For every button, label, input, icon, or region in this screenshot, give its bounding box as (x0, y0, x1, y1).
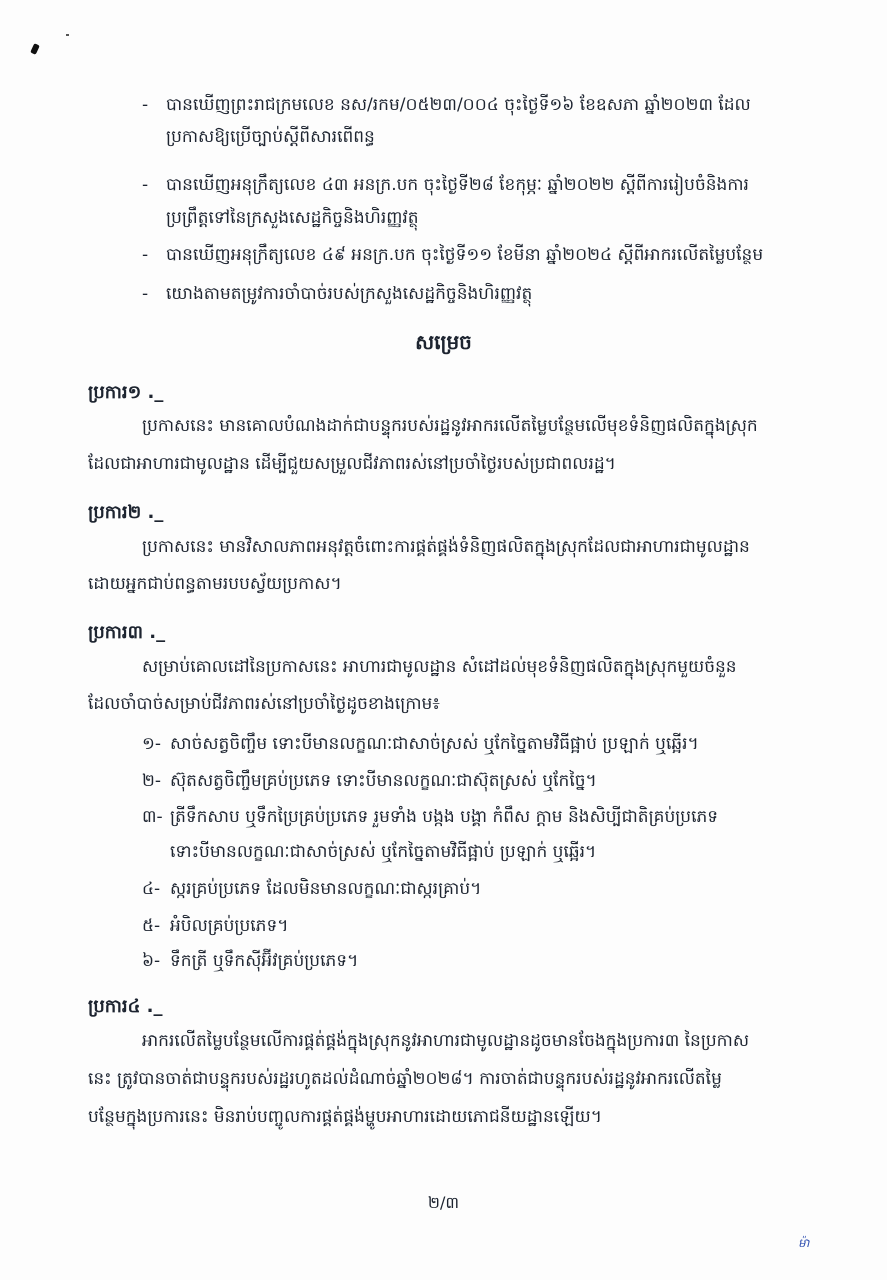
list-item: ត្រីទឹកសាប ឬទឹកប្រៃគ្រប់ប្រភេទ រួមទាំង បង្កង បង្គា កំពឹស ក្ដាម និងសិប្បីជាតិគ្រប់ប្រភេទ (170, 807, 719, 827)
list-item: ស៊ុតសត្វចិញ្ចឹមគ្រប់ប្រភេទ ទោះបីមានលក្ខណៈជាស៊ុតស្រស់ ឬកែច្នៃ។ (170, 771, 597, 791)
preamble-dash: - (142, 175, 149, 195)
article-line: បន្ថែមក្នុងប្រការនេះ មិនរាប់បញ្ចូលការផ្គត់ផ្គង់ម្ហូបអាហារដោយភោជនីយដ្ឋានឡើយ។ (88, 1107, 602, 1127)
initials: ម៉ា (798, 1236, 810, 1250)
list-item-number: ៣- (142, 807, 163, 827)
decision-heading: សម្រេច (415, 330, 472, 354)
article-title: ប្រការ៣ ._ (88, 622, 166, 643)
preamble-line: បានឃើញអនុក្រឹត្យលេខ ៤៣ អនក្រ.បក ចុះថ្ងៃទី២៨ ខែកុម្ភៈ ឆ្នាំ២០២២ ស្តីពីការរៀបចំនិងការ (166, 175, 749, 195)
article-line: ដោយអ្នកជាប់ពន្ធតាមរបបស្វ័យប្រកាស។ (88, 574, 342, 594)
list-item-number: ២- (142, 771, 162, 791)
list-item-number: ៤- (142, 879, 161, 899)
article-line: ដែលជាអាហារជាមូលដ្ឋាន ដើម្បីជួយសម្រួលជីវភាពរស់នៅប្រចាំថ្ងៃរបស់ប្រជាពលរដ្ឋ។ (88, 454, 616, 474)
list-item-number: ៥- (142, 916, 161, 936)
list-item-number: ៦- (142, 951, 161, 971)
page-number: ២/៣ (427, 1193, 460, 1212)
list-item: ទឹកត្រី ឬទឹកស៊ីអ៊ីវគ្រប់ប្រភេទ។ (170, 951, 359, 971)
article-title: ប្រការ៤ ._ (88, 996, 163, 1017)
article-line: ដែលចាំបាច់សម្រាប់ជីវភាពរស់នៅប្រចាំថ្ងៃដូចខាងក្រោម៖ (88, 694, 440, 714)
preamble-dash: - (142, 95, 149, 115)
preamble-line: បានឃើញព្រះរាជក្រមលេខ នស/រកម/០៥២៣/០០៤ ចុះថ្ងៃទី១៦ ខែឧសភា ឆ្នាំ២០២៣ ដែល (166, 95, 751, 115)
article-line: ប្រកាសនេះ មានគោលបំណងដាក់ជាបន្ទុករបស់រដ្ឋនូវអាករលើតម្លៃបន្ថែមលើមុខទំនិញផលិតក្នុងស្រុក (142, 416, 758, 436)
preamble-line: យោងតាមតម្រូវការចាំបាច់របស់ក្រសួងសេដ្ឋកិច្ចនិងហិរញ្ញវត្ថុ (166, 284, 533, 304)
list-item: ស្ករគ្រប់ប្រភេទ ដែលមិនមានលក្ខណៈជាស្ករគ្រាប់។ (170, 879, 482, 899)
list-item: សាច់សត្វចិញ្ចឹម ទោះបីមានលក្ខណៈជាសាច់ស្រស់ ឬកែច្នៃតាមវិធីផ្អាប់ ប្រឡាក់ ឬឆ្អើរ។ (170, 734, 699, 754)
article-title: ប្រការ១ ._ (88, 382, 164, 403)
list-item: អំបិលគ្រប់ប្រភេទ។ (170, 916, 289, 936)
article-title: ប្រការ២ ._ (88, 502, 164, 523)
preamble-dash: - (142, 284, 149, 304)
preamble-line: ប្រកាសឱ្យប្រើច្បាប់ស្តីពីសារពើពន្ធ (166, 127, 375, 147)
preamble-line: បានឃើញអនុក្រឹត្យលេខ ៤៩ អនក្រ.បក ចុះថ្ងៃទី១១ ខែមីនា ឆ្នាំ២០២៤ ស្តីពីអាករលើតម្លៃបន្ថែម (166, 245, 764, 265)
list-item-number: ១- (142, 734, 162, 754)
ink-mark (30, 43, 40, 55)
preamble-dash: - (142, 245, 149, 265)
article-line: នេះ ត្រូវបានចាត់ជាបន្ទុករបស់រដ្ឋរហូតដល់ដំណាច់ឆ្នាំ២០២៨។ ការចាត់ជាបន្ទុករបស់រដ្ឋនូវអាករលើតម្លៃ (88, 1069, 722, 1089)
article-line: ប្រកាសនេះ មានវិសាលភាពអនុវត្តចំពោះការផ្គត់ផ្គង់ទំនិញផលិតក្នុងស្រុកដែលជាអាហារជាមូលដ្ឋាន (142, 537, 750, 557)
preamble-line: ប្រព្រឹត្តទៅនៃក្រសួងសេដ្ឋកិច្ចនិងហិរញ្ញវត្ថុ (166, 208, 419, 228)
article-line: អាករលើតម្លៃបន្ថែមលើការផ្គត់ផ្គង់ក្នុងស្រុកនូវអាហារជាមូលដ្ឋានដូចមានចែងក្នុងប្រការ៣ នៃប្រកាស (142, 1031, 750, 1051)
article-line: សម្រាប់គោលដៅនៃប្រកាសនេះ អាហារជាមូលដ្ឋាន សំដៅដល់មុខទំនិញផលិតក្នុងស្រុកមួយចំនួន (142, 657, 737, 677)
list-item: ទោះបីមានលក្ខណៈជាសាច់ស្រស់ ឬកែច្នៃតាមវិធីផ្អាប់ ប្រឡាក់ ឬឆ្អើរ។ (170, 842, 597, 862)
ink-speck (66, 34, 69, 36)
